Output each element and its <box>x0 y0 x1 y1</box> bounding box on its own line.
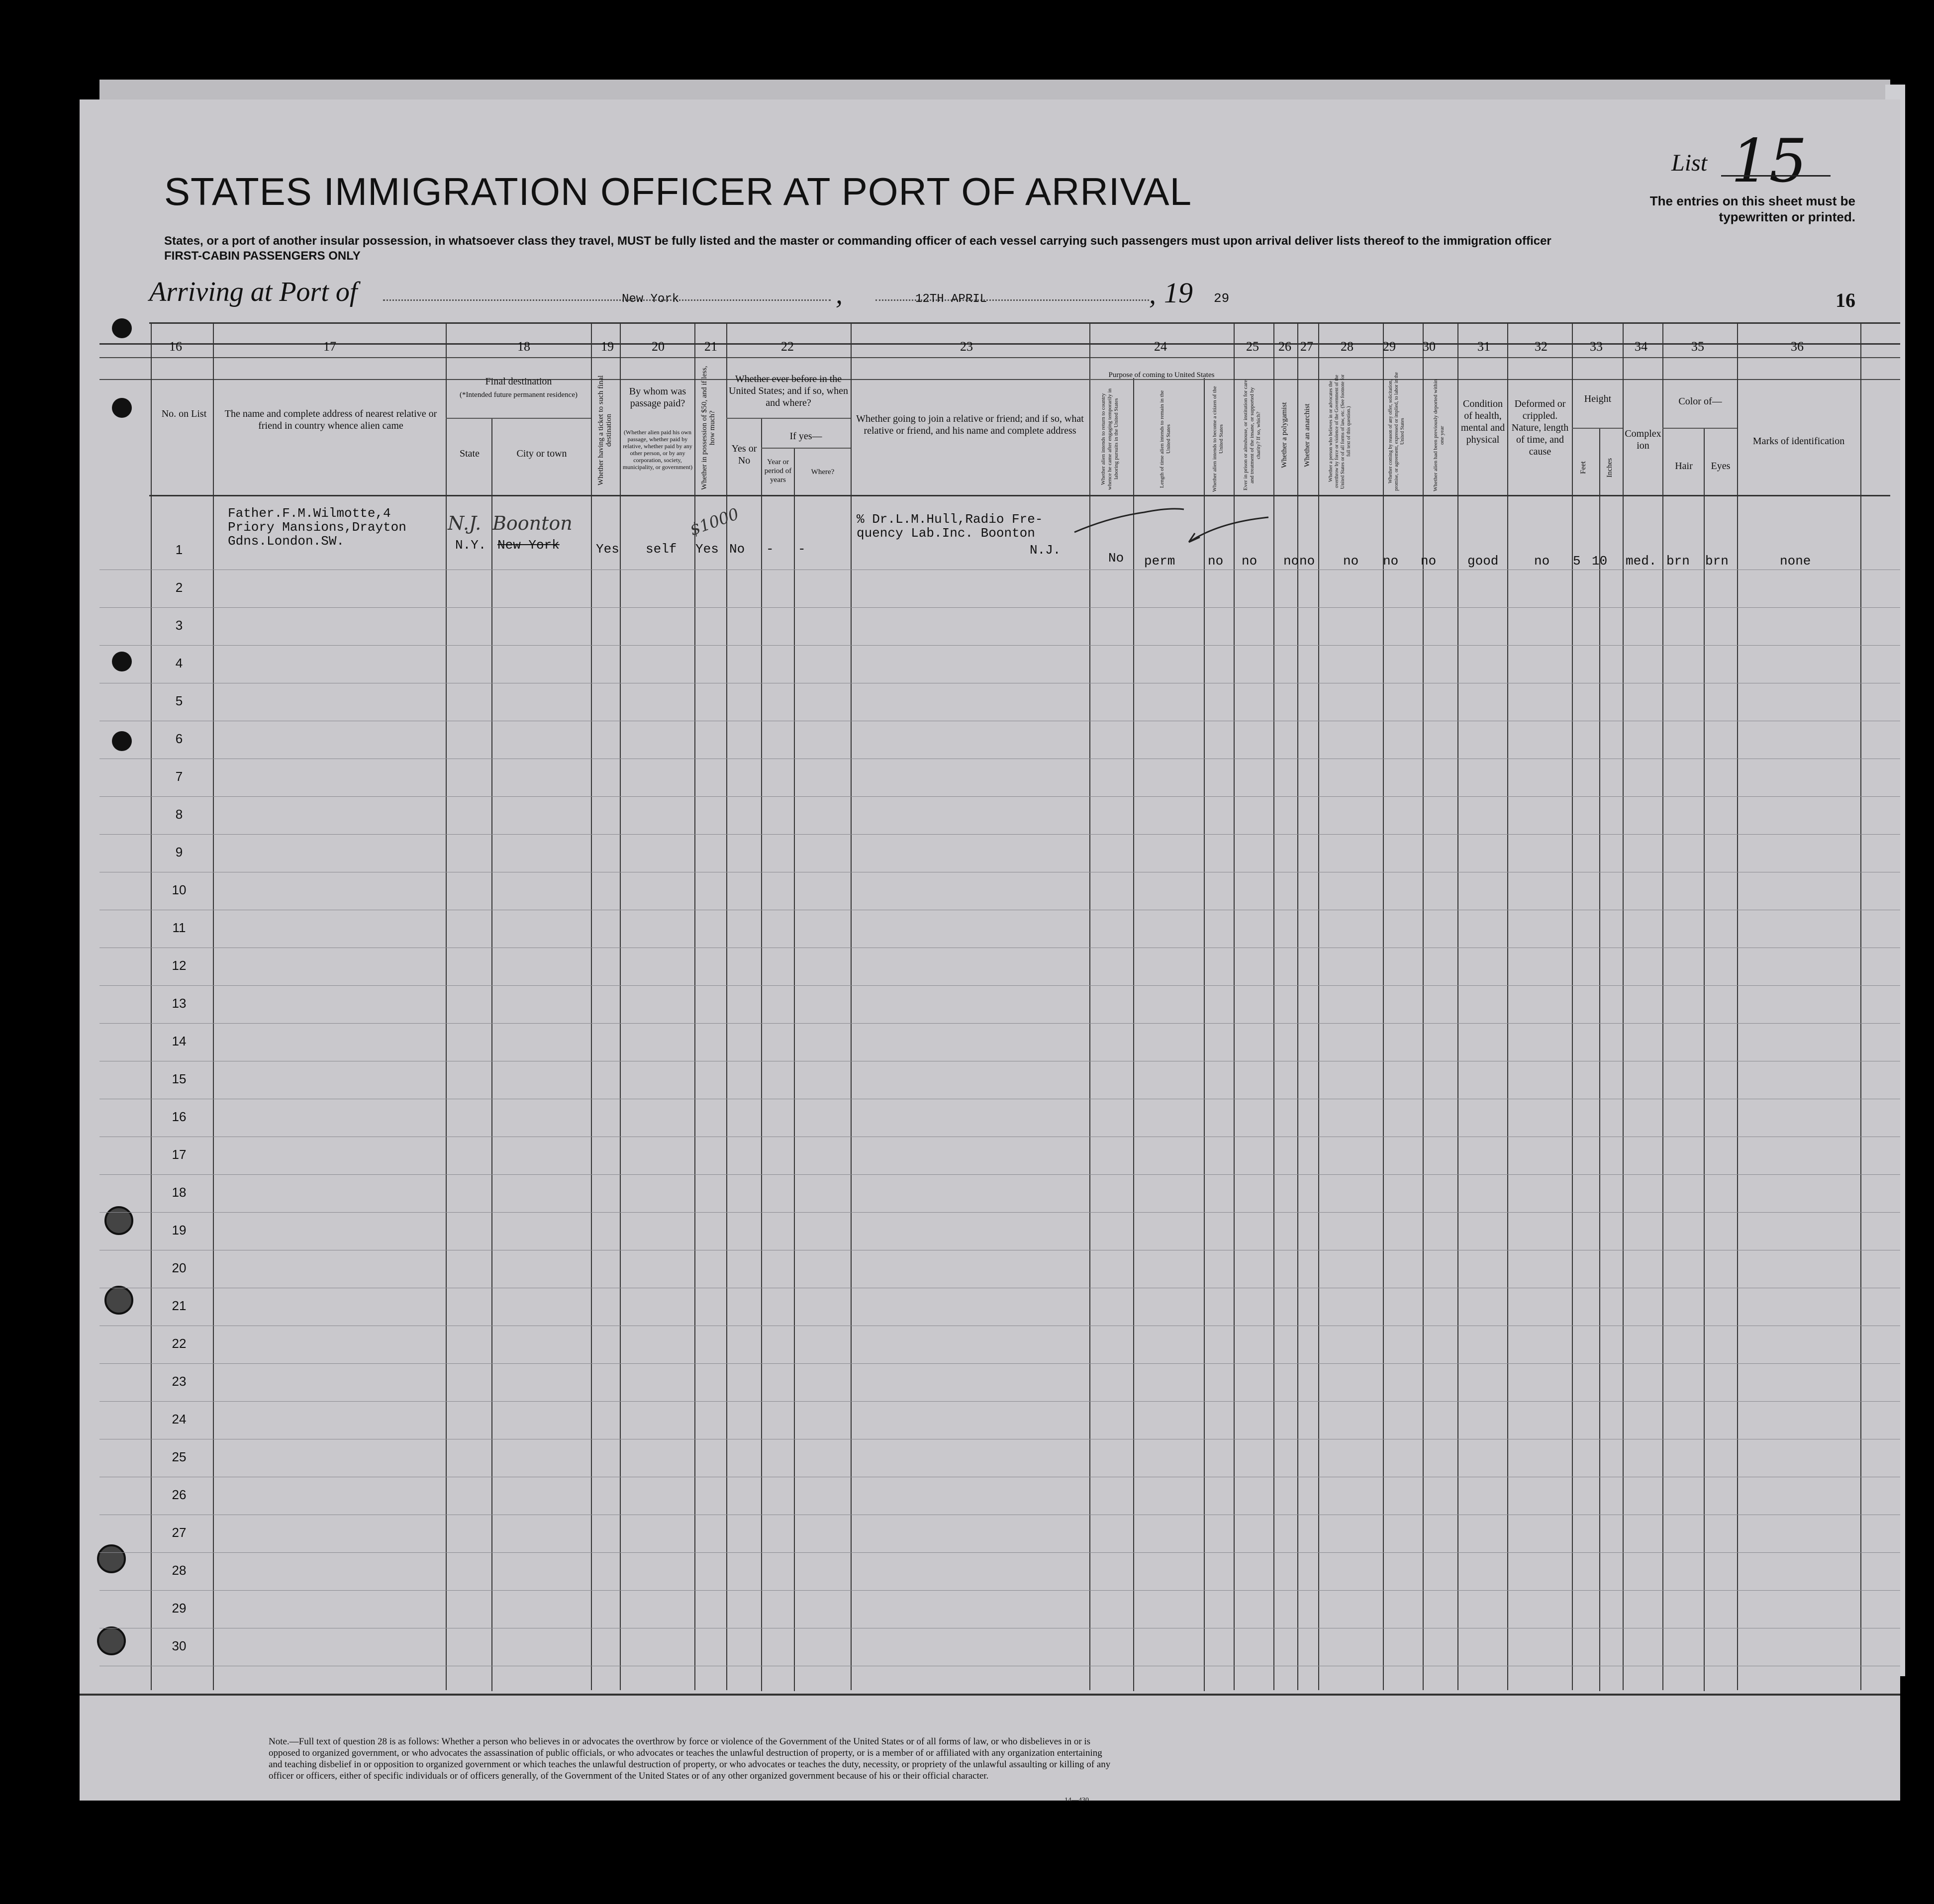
row-number: 21 <box>172 1298 187 1313</box>
header-years: Year or period of years <box>764 458 792 484</box>
col-number: 31 <box>1477 339 1490 354</box>
header-yes-no: Yes or No <box>731 443 757 466</box>
money-handwritten: $1000 <box>687 504 742 540</box>
col-number: 19 <box>601 339 614 354</box>
row-number: 28 <box>172 1563 187 1578</box>
binder-hole-icon <box>97 1544 126 1573</box>
row-number: 5 <box>175 693 183 708</box>
list-number: 15 <box>1731 127 1807 196</box>
row-number: 20 <box>172 1260 187 1275</box>
header-q29: Whether coming by reason of any offer, solicitation, promise, or agreement, expressed or implied, to labor in the United States <box>1388 372 1405 491</box>
col-number: 25 <box>1246 339 1259 354</box>
header-inches: Inches <box>1606 458 1614 477</box>
comma: , <box>836 279 843 310</box>
q28-value: no <box>1343 554 1359 569</box>
col-number: 29 <box>1383 339 1396 354</box>
header-relative-address: The name and complete address of nearest relative or friend in country whence alien came <box>224 408 437 431</box>
col-number: 26 <box>1278 339 1291 354</box>
binder-hole-icon <box>112 318 132 338</box>
header-prison: Ever in prison or almshouse, or institution for care and treatment of the insane, or supported by charity? If so, which? <box>1243 380 1261 491</box>
port-value: New York <box>622 292 679 306</box>
binder-hole-icon <box>104 1206 133 1235</box>
feet-value: 5 <box>1573 554 1581 569</box>
year-suffix: 29 <box>1214 291 1230 306</box>
row-number: 16 <box>172 1109 187 1124</box>
passage-paid-value: self <box>646 542 677 557</box>
form-number: 14—430 <box>1064 1797 1089 1804</box>
header-color-of: Color of— <box>1678 396 1722 407</box>
header-city: City or town <box>516 448 567 459</box>
list-label: List <box>1671 150 1708 176</box>
binder-hole-icon <box>97 1626 126 1655</box>
manifest-sheet <box>80 99 1900 1801</box>
col-number: 18 <box>517 339 530 354</box>
header-passage-paid-note: (Whether alien paid his own passage, whether paid by relative, whether paid by any other person, or by any corporation, society, municipality, or government) <box>622 429 693 471</box>
row-number: 22 <box>172 1336 187 1351</box>
row-number: 27 <box>172 1525 187 1540</box>
header-fifty-dollars: Whether in possession of $50, and if less, how much? <box>700 366 716 490</box>
header-health: Condition of health, mental and physical <box>1460 398 1505 445</box>
header-hair: Hair <box>1675 461 1693 472</box>
relative-address-line: Gdns.London.SW. <box>228 534 345 549</box>
header-passage-paid: By whom was passage paid? <box>629 386 686 409</box>
row-number: 11 <box>172 920 186 935</box>
col-number: 34 <box>1635 339 1647 354</box>
q29-value: no <box>1383 554 1399 569</box>
header-deformed: Deformed or crippled. Nature, length of time, and cause <box>1511 398 1569 457</box>
col-number: 28 <box>1341 339 1354 354</box>
header-before-in-us: Whether ever before in the United States; and if so, when and where? <box>729 374 848 408</box>
row-number: 3 <box>175 618 183 633</box>
return-value: No <box>1108 551 1124 566</box>
row-number: 29 <box>172 1601 187 1616</box>
header-polygamist: Whether a polygamist <box>1280 402 1288 469</box>
binder-hole-icon <box>112 398 132 418</box>
row-number: 10 <box>172 882 187 897</box>
row-number: 1 <box>175 542 183 557</box>
row-number: 4 <box>175 656 183 670</box>
col-number: 33 <box>1590 339 1603 354</box>
row-number: 7 <box>175 769 183 784</box>
header-complexion: Complexion <box>1625 428 1661 451</box>
header-where: Where? <box>811 468 835 476</box>
col-number: 23 <box>960 339 973 354</box>
page-title: STATES IMMIGRATION OFFICER AT PORT OF ARRIVAL <box>164 170 1192 213</box>
city-typed: New York <box>497 538 560 553</box>
col-number: 32 <box>1535 339 1547 354</box>
header-eyes: Eyes <box>1711 461 1731 472</box>
row-number: 12 <box>172 958 187 973</box>
where-value: - <box>798 542 806 557</box>
header-anarchist: Whether an anarchist <box>1303 403 1311 467</box>
col-number: 16 <box>169 339 182 354</box>
deformed-value: no <box>1534 554 1550 569</box>
header-marks: Marks of identification <box>1752 436 1845 447</box>
header-if-yes: If yes— <box>789 431 822 442</box>
before-in-us-value: No <box>729 542 745 557</box>
relative-address-line: Priory Mansions,Drayton <box>228 520 406 535</box>
col-number: 24 <box>1154 339 1167 354</box>
header-citizen-intent: Whether alien intends to become a citizen of the United States <box>1212 386 1224 492</box>
join-address-line: quency Lab.Inc. Boonton <box>857 526 1035 541</box>
row-number: 17 <box>172 1147 187 1162</box>
page-number: 16 <box>1836 289 1855 311</box>
row-number: 18 <box>172 1185 187 1200</box>
year-prefix: 19 <box>1164 277 1193 309</box>
row-number: 14 <box>172 1034 187 1048</box>
row-number: 23 <box>172 1374 187 1389</box>
date-value: 12TH APRIL <box>915 292 987 306</box>
state-handwritten: N.J. <box>448 512 482 534</box>
header-final-destination-note: (*Intended future permanent residence) <box>460 391 578 399</box>
row-number: 30 <box>172 1638 187 1653</box>
typewritten-note: The entries on this sheet must be typewritten or printed. <box>1649 193 1855 224</box>
binder-hole-icon <box>112 731 132 751</box>
binder-hole-icon <box>112 652 132 671</box>
header-deported: Whether alien had been previously deported within one year <box>1433 379 1445 491</box>
years-value: - <box>766 542 774 557</box>
col-number: 21 <box>704 339 717 354</box>
join-address-line: % Dr.L.M.Hull,Radio Fre- <box>857 512 1043 527</box>
ditto-stroke-icon <box>1069 502 1278 547</box>
ticket-value: Yes <box>596 542 619 557</box>
col-number: 22 <box>781 339 794 354</box>
polygamist-value: no <box>1283 554 1299 569</box>
header-purpose: Purpose of coming to United States <box>1108 371 1215 379</box>
inches-value: 10 <box>1592 554 1608 569</box>
row-number: 2 <box>175 580 183 595</box>
hair-value: brn <box>1666 554 1690 569</box>
city-handwritten: Boonton <box>492 512 573 534</box>
row-number: 24 <box>172 1412 187 1427</box>
footnote: Note.—Full text of question 28 is as follows: Whether a person who believes in or advocates the overthrow by force or violence of the Government of the United States or of all forms of law, or who disbelieves in or is opposed to organized government, or who advocates the assassination of public officials, or who advocates or teaches the unlawful destruction of property, or is a member of or affiliated with any organization entertaining and teaching disbelief in or opposition to organized government or which teaches the unlawful destruction of property, or who advocates or teaches the duty, necessity, or propriety of the unlawful assaulting or killing of any officer or officers, either of specific individuals or of officers generally, of the Government of the United States or of any other organized government because of his or their official character. <box>269 1736 1111 1781</box>
join-address-line: N.J. <box>1030 543 1061 558</box>
port-dotted-line <box>383 299 831 301</box>
col-number: 30 <box>1423 339 1436 354</box>
col-number: 27 <box>1300 339 1313 354</box>
anarchist-value: no <box>1299 554 1315 569</box>
instructions: States, or a port of another insular possession, in whatsoever class they travel, MUST be fully listed and the master or commanding officer of each vessel carrying such passengers must upon arrival deliver lists thereof to the immigration officer FIRST-CABIN PASSENGERS ONLY <box>164 234 1551 263</box>
binder-hole-icon <box>104 1286 133 1315</box>
header-length-of-stay: Length of time alien intends to remain in the United States <box>1159 390 1171 488</box>
row-number: 15 <box>172 1071 187 1086</box>
header-feet: Feet <box>1579 461 1587 474</box>
arriving-label: Arriving at Port of <box>149 277 358 307</box>
comma: , <box>1149 279 1156 310</box>
health-value: good <box>1467 554 1499 569</box>
row-number: 19 <box>172 1223 187 1238</box>
header-final-destination: Final destination <box>485 376 552 387</box>
row-number: 13 <box>172 996 187 1011</box>
header-q28: Whether a person who believes in or advocates the overthrow by force or violence of the Government of the United States or of all forms of law, etc. (See footnote for full text of this question.) <box>1328 374 1352 489</box>
header-no-on-list: No. on List <box>161 408 207 419</box>
row-number: 25 <box>172 1449 187 1464</box>
q30-value: no <box>1421 554 1437 569</box>
length-value: perm <box>1144 554 1175 569</box>
row-number: 6 <box>175 731 183 746</box>
header-return-intent: Whether alien intends to return to country whence he came after engaging temporarily in laboring pursuits in the United States <box>1100 388 1119 490</box>
header-ticket: Whether having a ticket to such final destination <box>597 375 613 485</box>
complexion-value: med. <box>1626 554 1657 569</box>
citizen-value: no <box>1208 554 1224 569</box>
col-number: 35 <box>1691 339 1704 354</box>
row-number: 9 <box>175 845 183 859</box>
eyes-value: brn <box>1705 554 1729 569</box>
marks-value: none <box>1780 554 1811 569</box>
row-number: 26 <box>172 1487 187 1502</box>
money-value: Yes <box>695 542 719 557</box>
row-number: 8 <box>175 807 183 822</box>
state-typed: N.Y. <box>455 538 486 553</box>
col-number: 20 <box>652 339 665 354</box>
relative-address-line: Father.F.M.Wilmotte,4 <box>228 506 391 521</box>
header-state: State <box>460 448 480 459</box>
header-join-relative: Whether going to join a relative or friend; and if so, what relative or friend, and his name and complete address <box>856 413 1084 436</box>
col-number: 17 <box>323 339 336 354</box>
header-height: Height <box>1584 393 1612 404</box>
col-number: 36 <box>1791 339 1804 354</box>
list-number-underline <box>1721 175 1831 177</box>
prison-value: no <box>1242 554 1257 569</box>
